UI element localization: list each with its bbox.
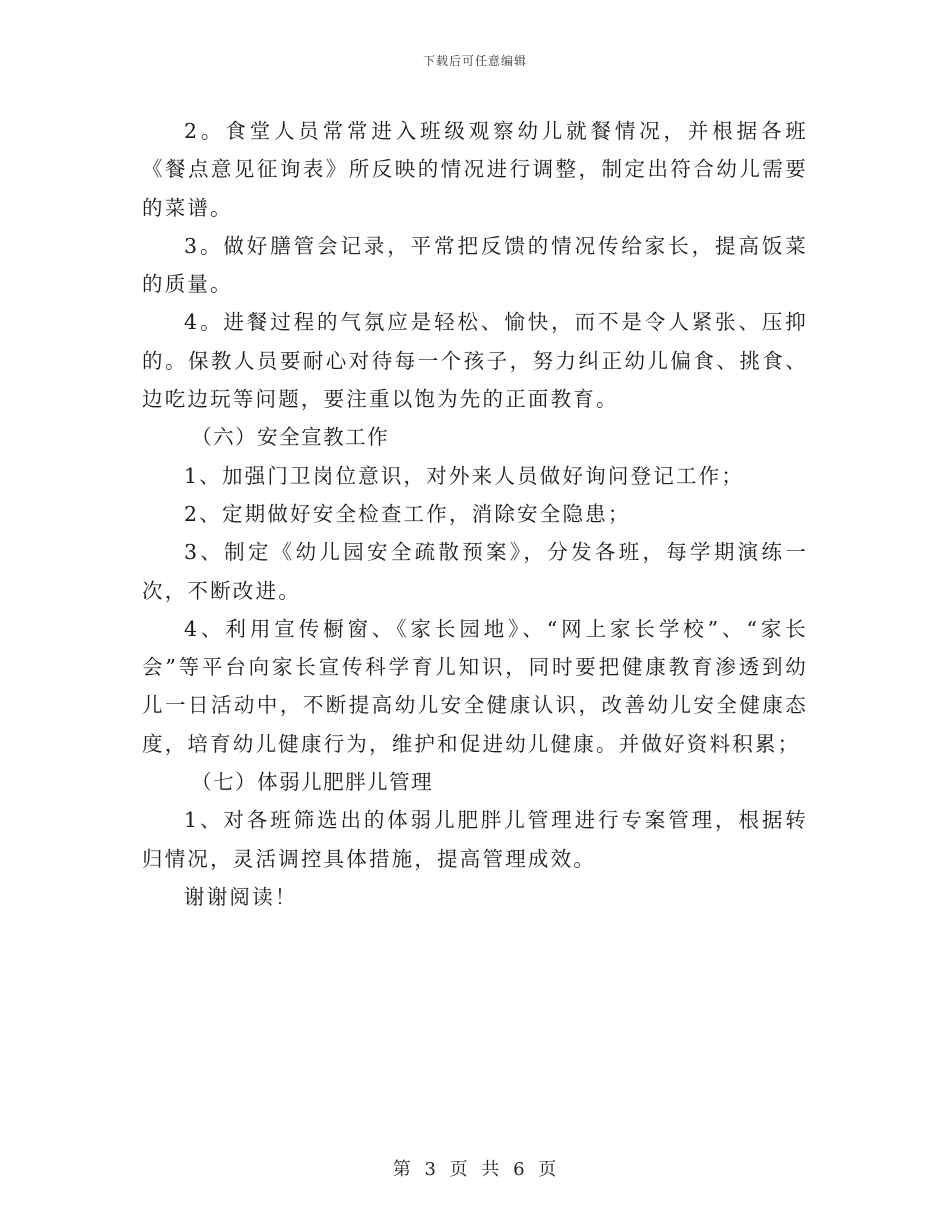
header-note: 下载后可任意编辑 [422,54,527,68]
paragraph-case-management: 1、对各班筛选出的体弱儿肥胖儿管理进行专案管理，根据转归情况，灵活调控具体措施，提高管理成效。 [142,808,808,871]
paragraph-canteen-observation: 2。食堂人员常常进入班级观察幼儿就餐情况，并根据各班《餐点意见征询表》所反映的情况进行调整，制定出符合幼儿需要的菜谱。 [142,119,808,220]
paragraph-gatekeeper: 1、加强门卫岗位意识，对外来人员做好询问登记工作； [184,463,745,488]
paragraph-dining-atmosphere: 4。进餐过程的气氛应是轻松、愉快，而不是令人紧张、压抑的。保教人员要耐心对待每一个孩子，努力纠正幼儿偏食、挑食、边吃边玩等问题，要注重以饱为先的正面教育。 [142,310,808,412]
document-body [142,112,808,916]
section-heading-safety: （六）安全宣教工作 [191,425,390,450]
paragraph-parent-education: 4、利用宣传橱窗、《家长园地》、“网上家长学校”、“家长会”等平台向家长宣传科学育儿知识，同时要把健康教育渗透到幼儿一日活动中，不断提高幼儿安全健康认识，改善幼儿安全健康态度，培育幼儿健康行为，维护和促进幼儿健康。并做好资料积累； [142,616,808,756]
paragraph-thanks: 谢谢阅读！ [184,884,298,909]
paragraph-evacuation-plan: 3、制定《幼儿园安全疏散预案》，分发各班，每学期演练一次，不断改进。 [142,540,808,603]
paragraph-meal-committee: 3。做好膳管会记录，平常把反馈的情况传给家长，提高饭菜的质量。 [142,233,808,297]
section-heading-weak-obese: （七）体弱儿肥胖儿管理 [191,770,434,795]
page-number: 第 3 页 共 6 页 [392,1159,558,1180]
paragraph-safety-check: 2、定期做好安全检查工作，消除安全隐患； [184,501,631,526]
